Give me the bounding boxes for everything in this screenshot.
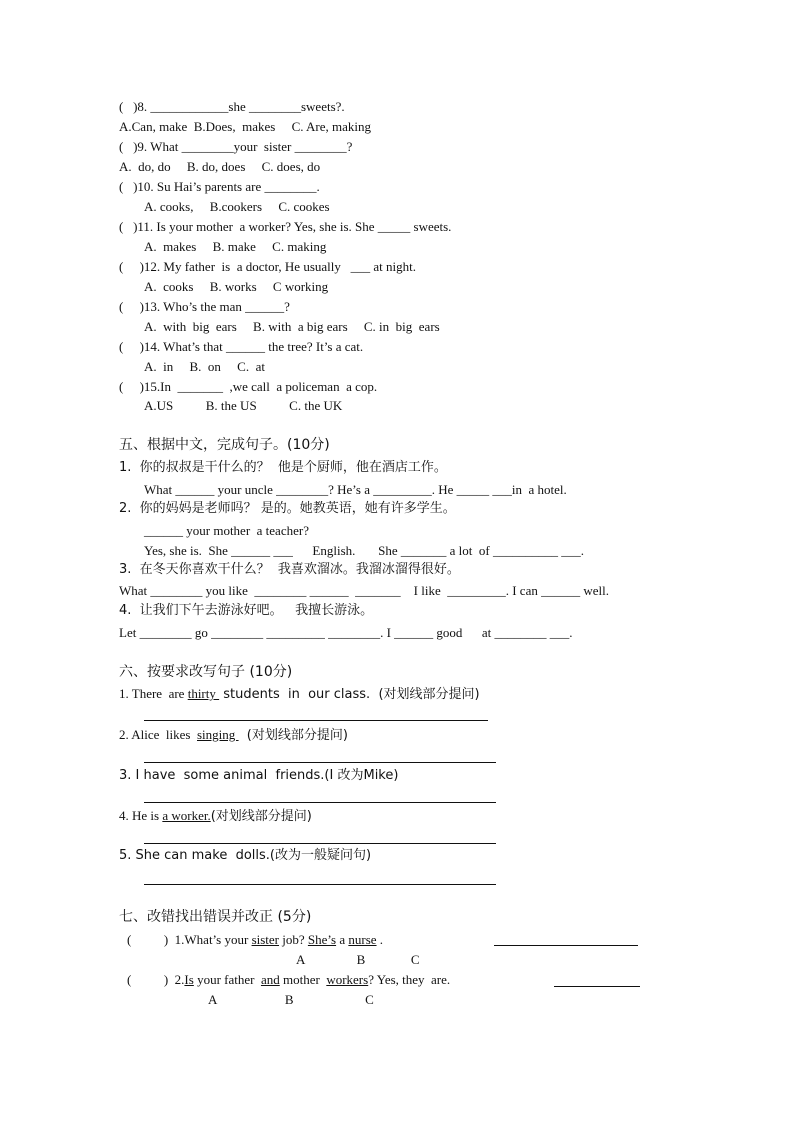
s7-q1-answer-line[interactable]	[494, 945, 638, 946]
question-14: ( )14. What’s that ______ the tree? It’s a cat.	[119, 339, 364, 354]
s7-q1-text-b: job?	[279, 932, 308, 947]
question-8-options: A.Can, make B.Does, makes C. Are, making	[119, 119, 372, 134]
s6-q2-answer-line[interactable]	[144, 762, 496, 763]
s6-q4-answer-line[interactable]	[144, 843, 496, 844]
s6-q1-answer-line[interactable]	[144, 720, 488, 721]
question-13: ( )13. Who’s the man ______?	[119, 299, 290, 314]
s7-q2-option-c: workers	[326, 972, 369, 987]
question-8: ( )8. ____________she ________sweets?.	[119, 99, 345, 114]
s6-q2-text-b: (对划线部分提问)	[238, 728, 348, 743]
s6-q4-text-b: (对划线部分提问)	[210, 809, 312, 824]
s6-q2-text-a: 2. Alice likes	[119, 727, 197, 742]
s7-q1-text-d: .	[376, 932, 384, 947]
s7-q2-text-d: ? Yes, they are.	[368, 972, 451, 987]
s6-q2	[119, 727, 348, 744]
s6-q1-underlined: thirty	[187, 686, 220, 701]
s5-q3-chinese: 3. 在冬天你喜欢干什么？ 我喜欢溜冰。我溜冰溜得很好。	[119, 562, 460, 577]
s6-q3: 3. I have some animal friends.(I 改为Mike)	[119, 768, 399, 783]
s7-q1-text-c: a	[336, 932, 349, 947]
s7-q2-answer-line[interactable]	[554, 986, 640, 987]
s6-q2-underlined: singing	[197, 727, 239, 742]
s6-q4	[119, 808, 312, 825]
question-9: ( )9. What ________your sister ________?	[119, 139, 353, 154]
s7-q2-option-b: and	[260, 972, 280, 987]
question-11-options: A. makes B. make C. making	[144, 239, 327, 254]
s6-q5: 5. She can make dolls.(改为一般疑问句)	[119, 848, 372, 863]
s5-q1-chinese: 1. 你的叔叔是干什么的？ 他是个厨师，他在酒店工作。	[119, 460, 447, 475]
s7-q1-option-c: nurse	[348, 932, 377, 947]
section-5-heading: 五、根据中文，完成句子。(10分)	[119, 437, 330, 453]
s6-q5-answer-line[interactable]	[144, 884, 496, 885]
s7-q1-option-a: sister	[251, 932, 280, 947]
s7-q1-text-a: ( ) 1.What’s your	[127, 932, 252, 947]
section-7-heading: 七、改错找出错误并改正 (5分)	[119, 909, 312, 925]
s5-q4-chinese: 4. 让我们下午去游泳好吧。 我擅长游泳。	[119, 603, 374, 618]
question-10-options: A. cooks, B.cookers C. cookes	[144, 199, 330, 214]
s7-q2-text-c: mother	[279, 972, 327, 987]
s6-q1-text-b: students in our class. (对划线部分提问)	[219, 687, 480, 702]
s6-q3-answer-line[interactable]	[144, 802, 496, 803]
question-12-options: A. cooks B. works C working	[144, 279, 329, 294]
s7-q2-letters: A B C	[208, 992, 374, 1007]
s6-q4-text-a: 4. He is	[119, 808, 163, 823]
s7-q1-letters: A B C	[296, 952, 420, 967]
s6-q1-text-a: 1. There are	[119, 686, 188, 701]
s5-q2-chinese: 2. 你的妈妈是老师吗？ 是的。她教英语，她有许多学生。	[119, 501, 456, 516]
question-15: ( )15.In _______ ,we call a policeman a cop.	[119, 379, 378, 394]
s6-q4-underlined: a worker.	[162, 808, 211, 823]
question-10: ( )10. Su Hai’s parents are ________.	[119, 179, 320, 194]
s5-q2-english-1: ______ your mother a teacher?	[144, 523, 309, 538]
question-14-options: A. in B. on C. at	[144, 359, 265, 374]
question-9-options: A. do, do B. do, does C. does, do	[119, 159, 321, 174]
s5-q4-english: Let ________ go ________ _________ ________. I ______ good at ________ ___.	[119, 625, 573, 640]
s5-q1-english: What ______ your uncle ________? He’s a _________. He _____ ___in a hotel.	[144, 482, 567, 497]
s7-q2-option-a: Is	[184, 972, 194, 987]
question-12: ( )12. My father is a doctor, He usually ___ at night.	[119, 259, 416, 274]
question-11: ( )11. Is your mother a worker? Yes, she is. She _____ sweets.	[119, 219, 452, 234]
s5-q2-english-2: Yes, she is. She ______ ___ English. She _______ a lot of __________ ___.	[144, 543, 584, 558]
s7-q1	[127, 932, 383, 948]
s7-q2-text-b: your father	[193, 972, 261, 987]
s7-q1-option-b: She’s	[307, 932, 337, 947]
s5-q3-english: What ________ you like ________ ______ _______ I like _________. I can ______ well.	[119, 583, 609, 598]
section-6-heading: 六、按要求改写句子 (10分)	[119, 664, 293, 680]
question-15-options: A.US B. the US C. the UK	[144, 398, 343, 413]
question-13-options: A. with big ears B. with a big ears C. in big ears	[144, 319, 440, 334]
s6-q1	[119, 686, 480, 703]
s7-q2	[127, 972, 450, 988]
s7-q2-text-a: ( ) 2.	[127, 972, 185, 987]
